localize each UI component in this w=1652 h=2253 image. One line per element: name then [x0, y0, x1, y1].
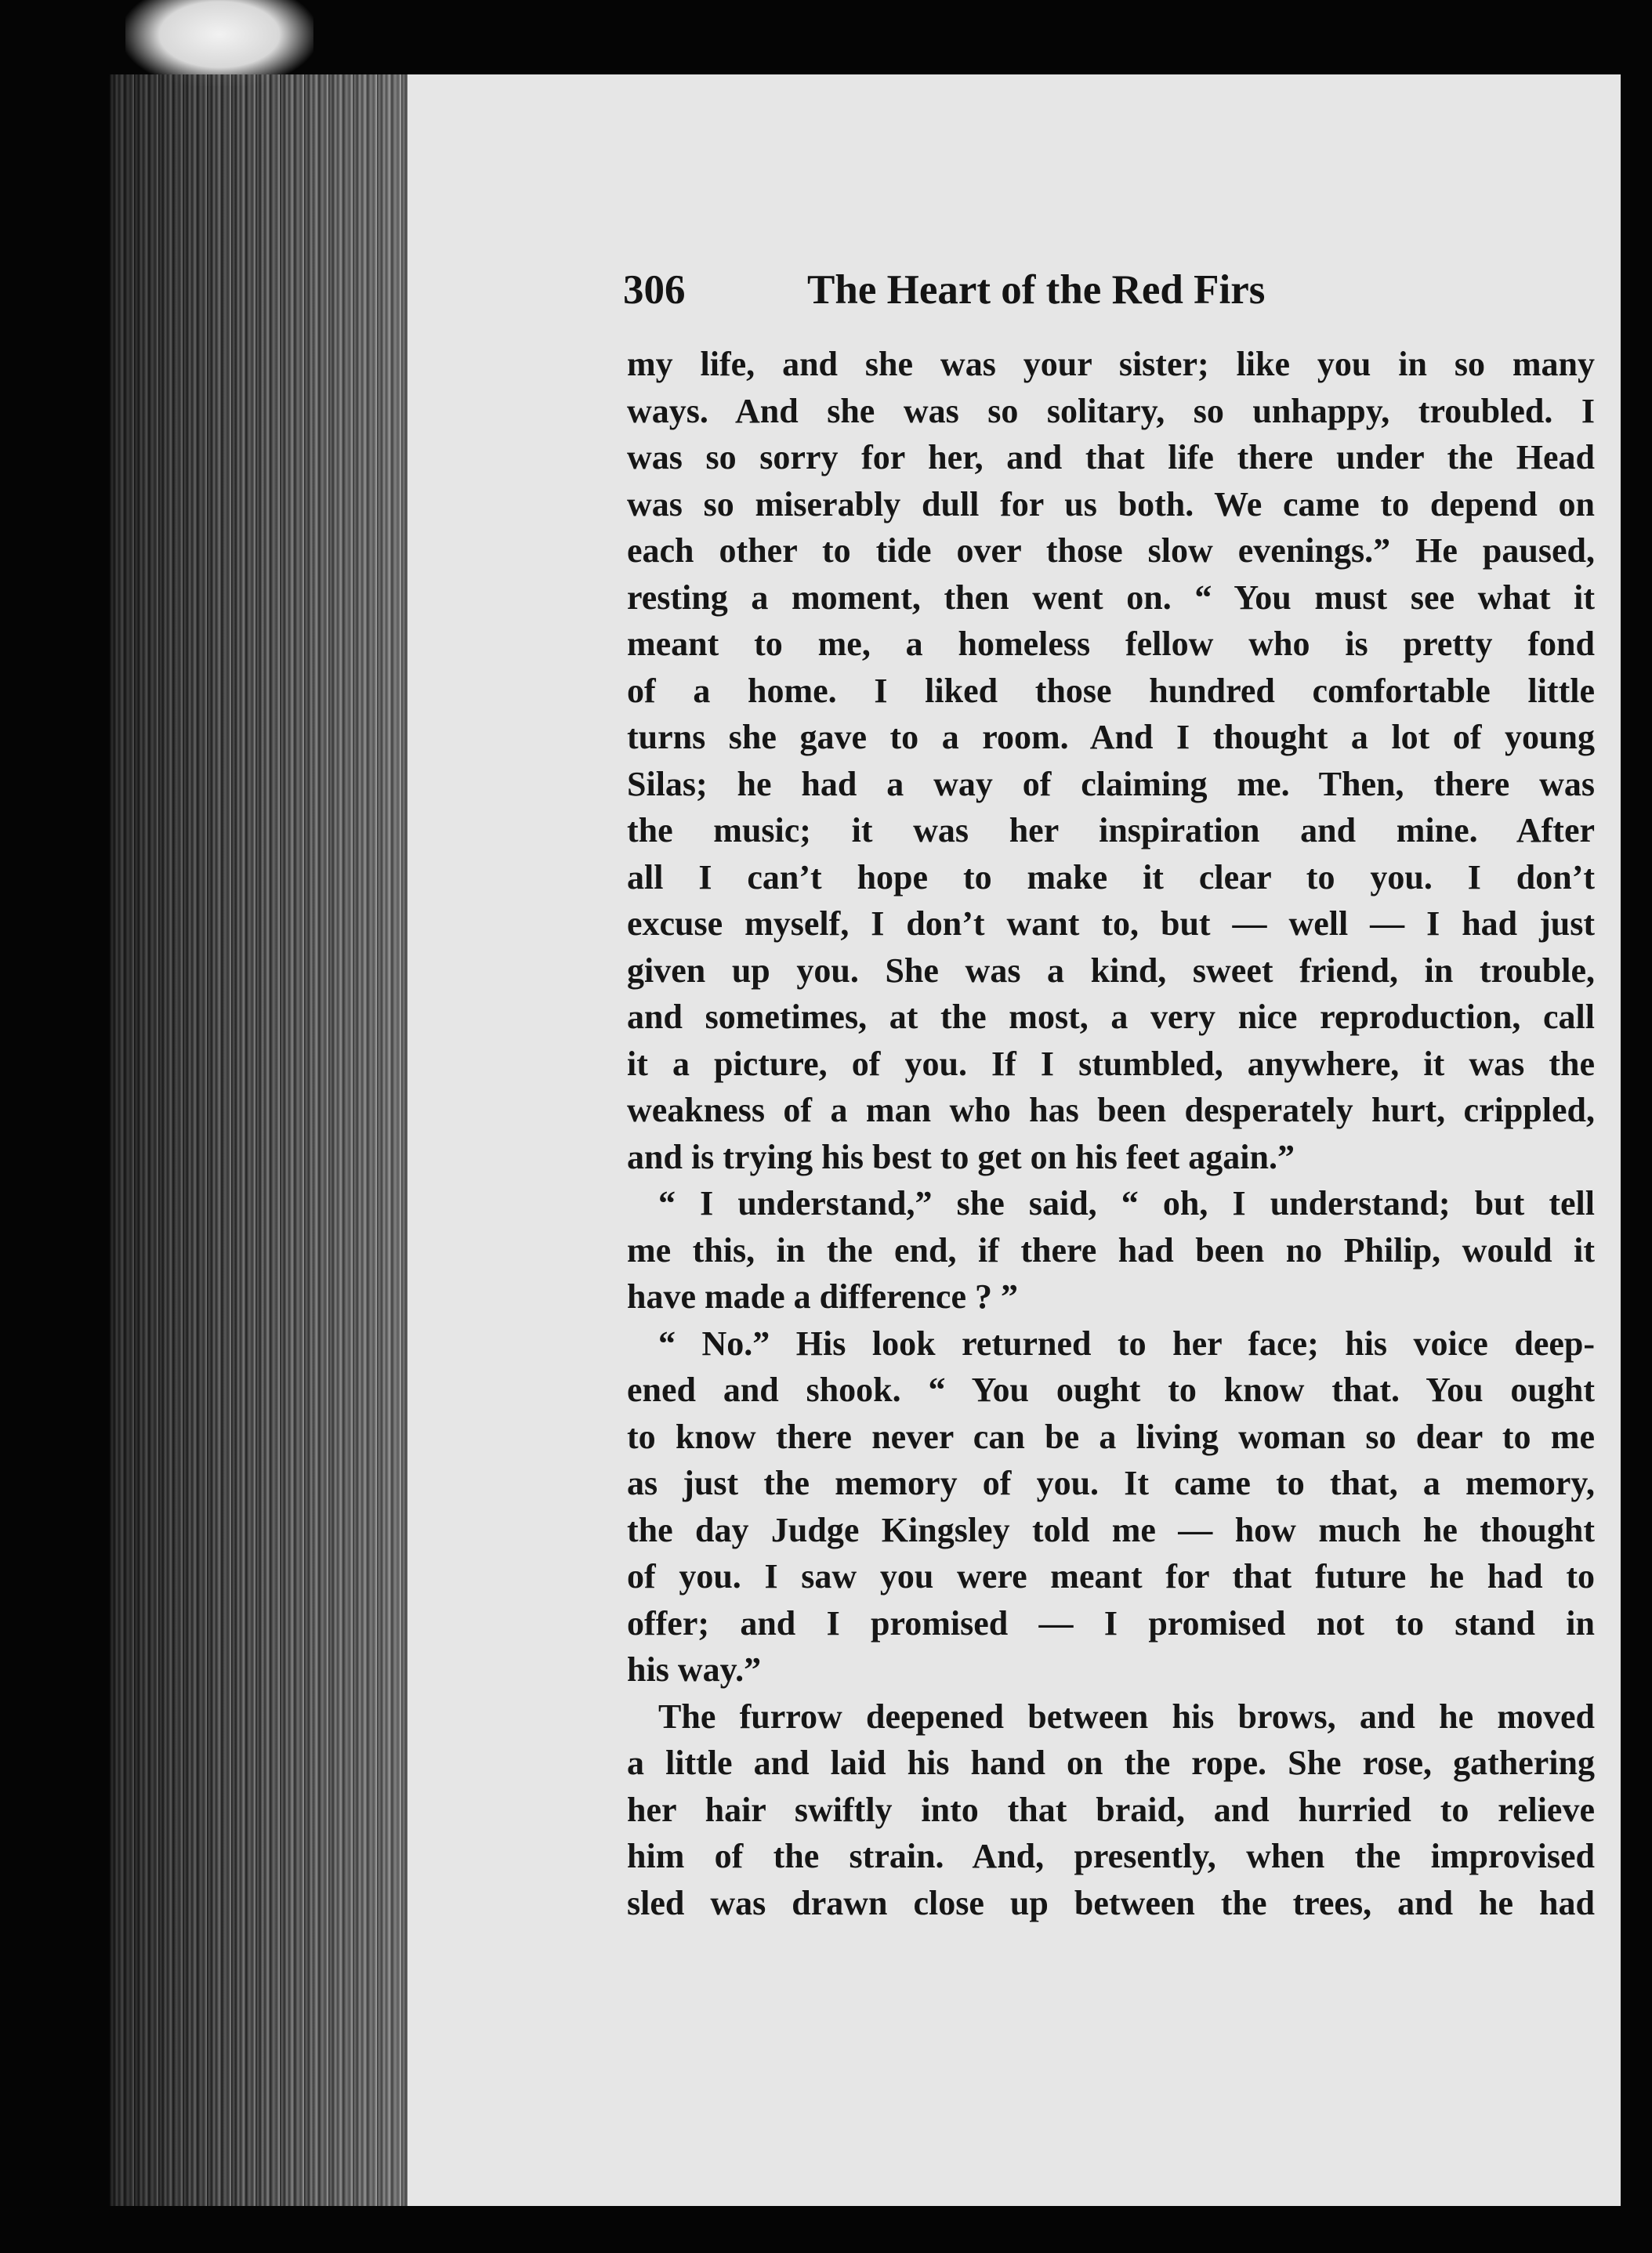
text-line: sled was drawn close up between the trees, and he had: [627, 1883, 1595, 1922]
running-title: The Heart of the Red Firs: [807, 267, 1266, 313]
text-line: Silas; he had a way of claiming me. Then, there was: [627, 764, 1595, 803]
page-number: 306: [623, 267, 686, 313]
text-line: my life, and she was your sister; like you in so many: [627, 345, 1595, 383]
text-line: excuse myself, I don’t want to, but — well — I had just: [627, 904, 1595, 943]
text-line: was so sorry for her, and that life there under the Head: [627, 438, 1595, 476]
text-line: resting a moment, then went on. “ You must see what it: [627, 578, 1595, 617]
scan-artifact: [125, 0, 313, 86]
text-line: to know there never can be a living woman so dear to me: [627, 1417, 1595, 1456]
text-line: ways. And she was so solitary, so unhappy, troubled. I: [627, 391, 1595, 430]
text-line: the music; it was her inspiration and mine. After: [627, 811, 1595, 849]
text-line: The furrow deepened between his brows, and he moved: [658, 1697, 1595, 1736]
text-line: him of the strain. And, presently, when the improvised: [627, 1837, 1595, 1875]
text-line: given up you. She was a kind, sweet friend, in trouble,: [627, 951, 1595, 990]
text-line: the day Judge Kingsley told me — how much he thought: [627, 1510, 1595, 1549]
text-line: and sometimes, at the most, a very nice reproduction, call: [627, 998, 1595, 1036]
text-line: and is trying his best to get on his feet again.”: [627, 1137, 1295, 1176]
text-line: each other to tide over those slow evenings.” He paused,: [627, 531, 1595, 570]
text-line: weakness of a man who has been desperately hurt, crippled,: [627, 1091, 1595, 1129]
text-line: have made a difference ? ”: [627, 1277, 1018, 1316]
text-line: was so miserably dull for us both. We came to depend on: [627, 484, 1595, 523]
book-page-edges: [110, 74, 408, 2206]
text-line: meant to me, a homeless fellow who is pretty fond: [627, 625, 1595, 663]
text-line: ened and shook. “ You ought to know that. You ought: [627, 1371, 1595, 1409]
text-line: his way.”: [627, 1650, 762, 1689]
text-line: her hair swiftly into that braid, and hurried to relieve: [627, 1790, 1595, 1829]
text-line: all I can’t hope to make it clear to you. I don’t: [627, 857, 1595, 896]
body-text: [627, 341, 1595, 1926]
text-line: offer; and I promised — I promised not to stand in: [627, 1603, 1595, 1643]
text-line: it a picture, of you. If I stumbled, anywhere, it was the: [627, 1044, 1595, 1083]
text-line: a little and laid his hand on the rope. She rose, gathering: [627, 1744, 1595, 1782]
text-line: turns she gave to a room. And I thought a lot of young: [627, 718, 1595, 756]
text-line: of a home. I liked those hundred comfortable little: [627, 671, 1595, 710]
text-line: of you. I saw you were meant for that future he had to: [627, 1557, 1595, 1596]
text-line: me this, in the end, if there had been no Philip, would it: [627, 1230, 1595, 1270]
text-line: “ I understand,” she said, “ oh, I understand; but tell: [658, 1184, 1595, 1222]
text-line: “ No.” His look returned to her face; his voice deep-: [658, 1324, 1595, 1363]
text-line: as just the memory of you. It came to that, a memory,: [627, 1464, 1595, 1502]
page-header: [623, 266, 1407, 321]
